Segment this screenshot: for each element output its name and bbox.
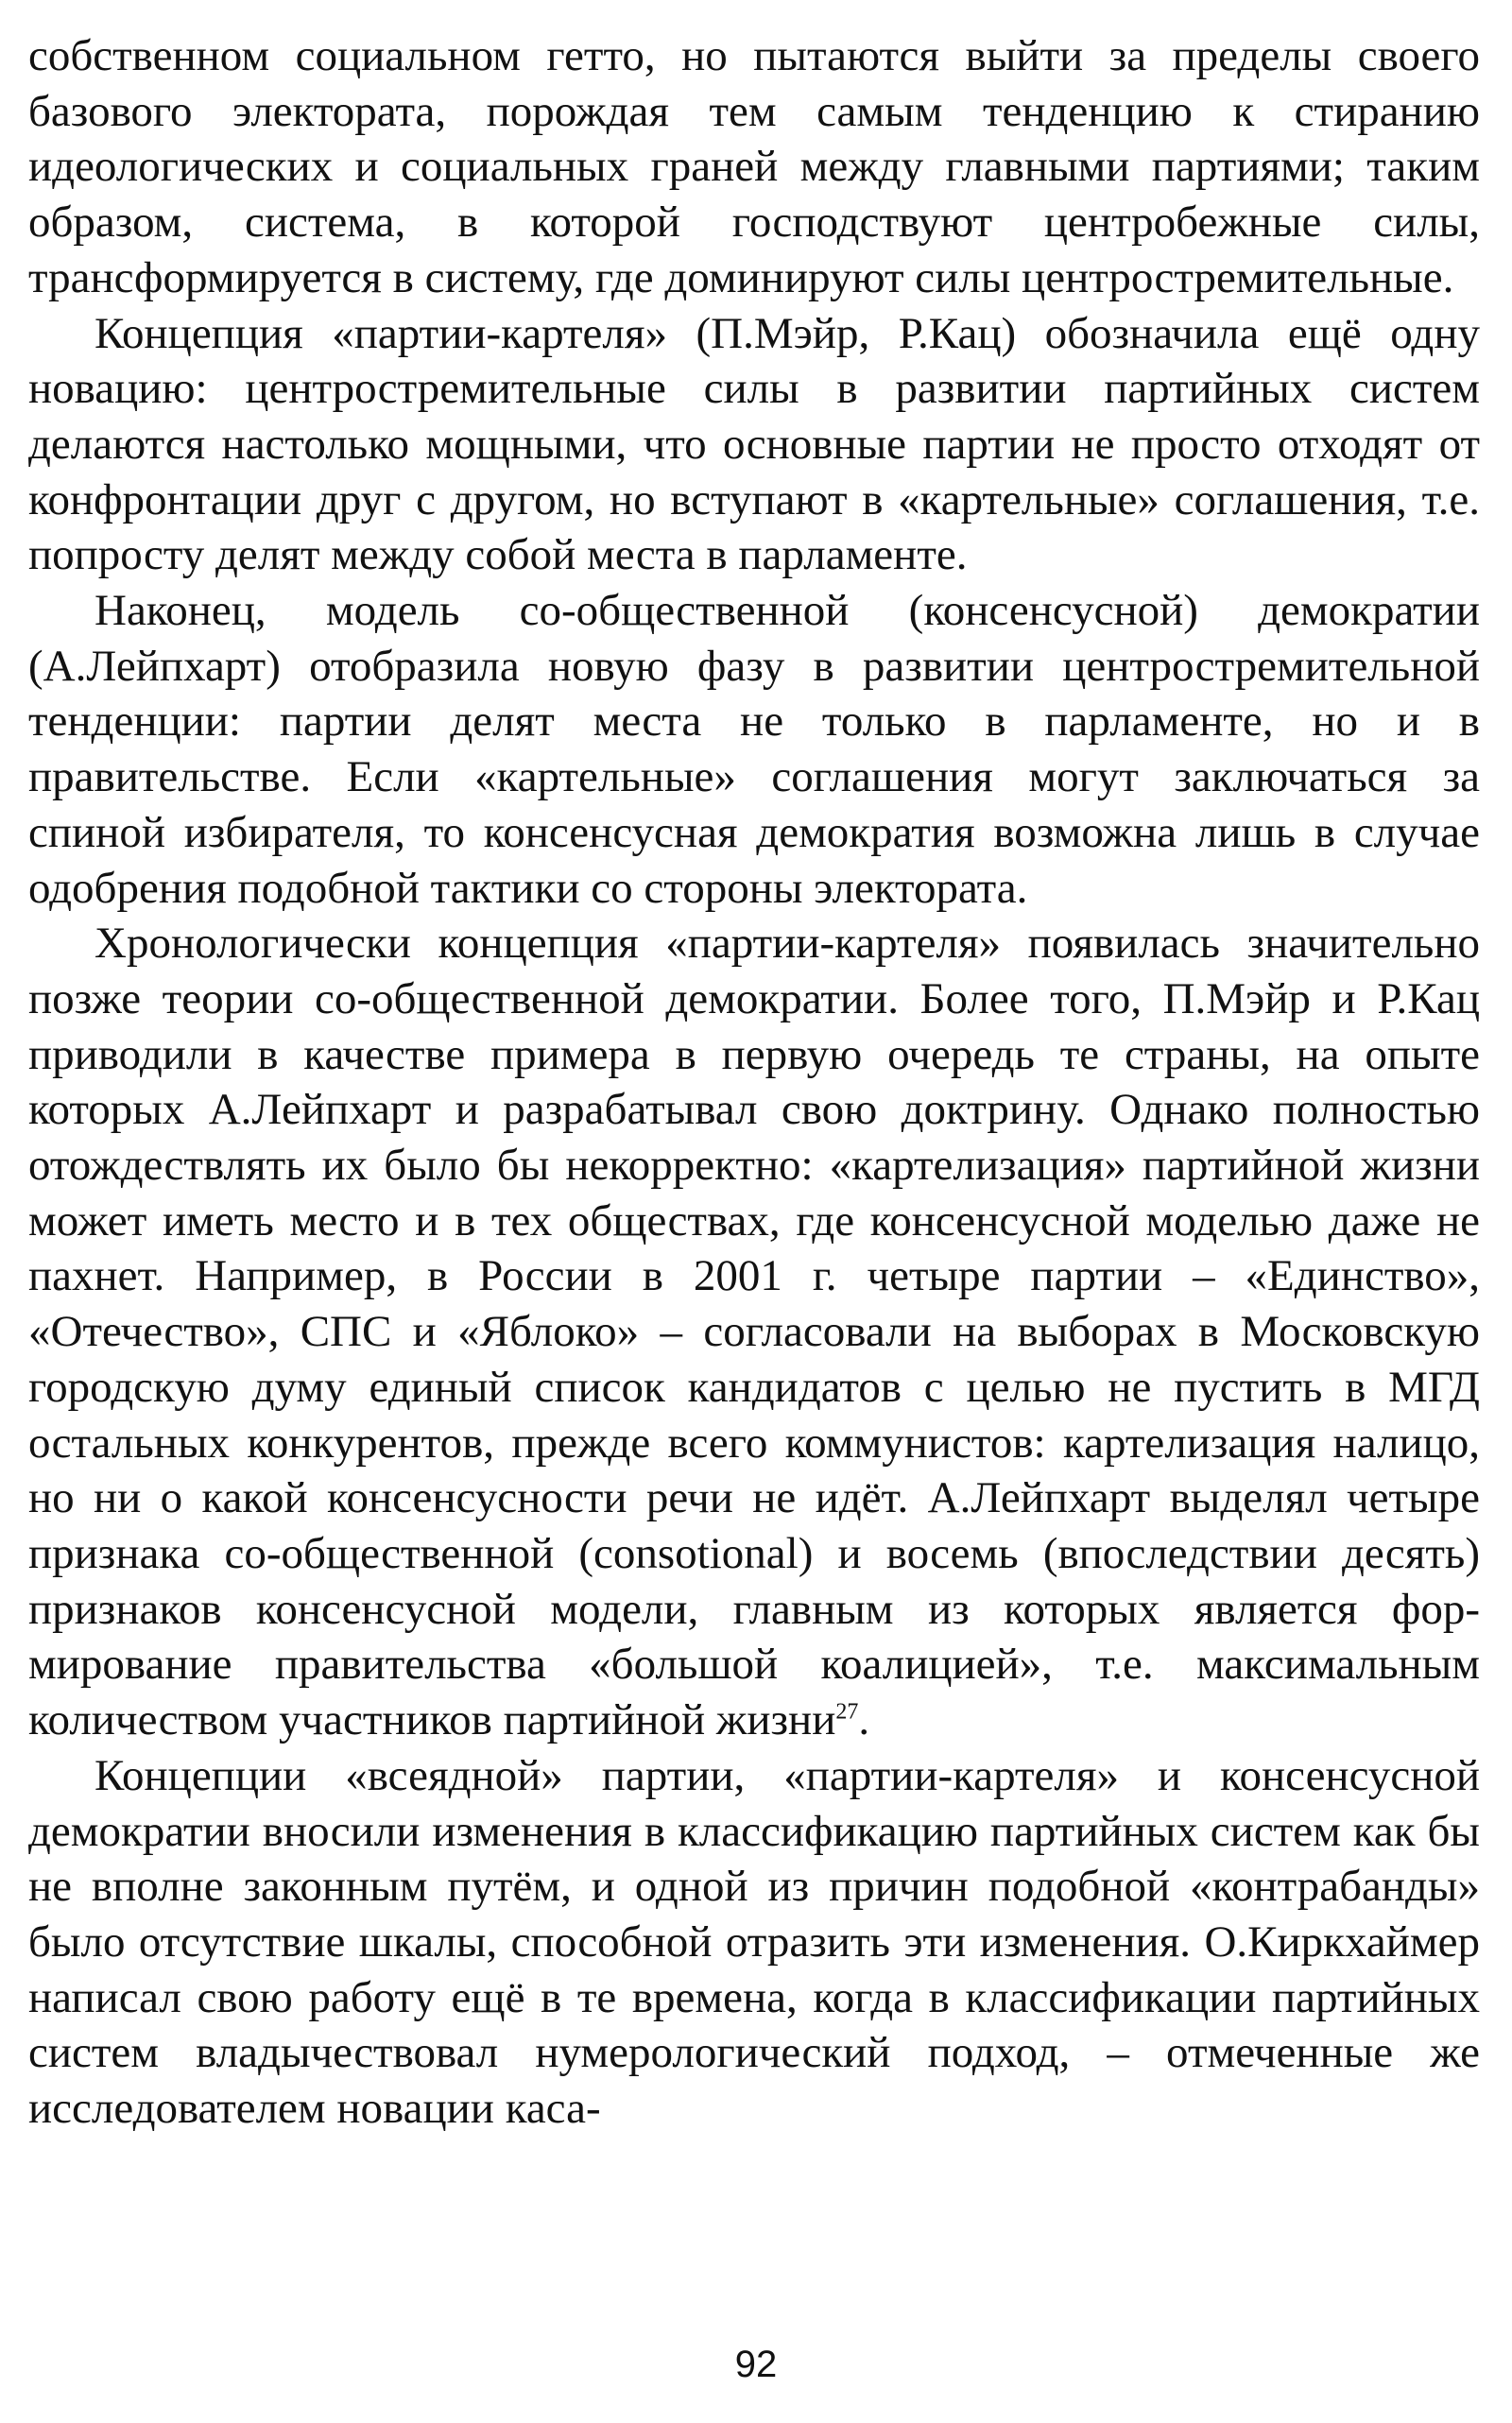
page-number: 92 bbox=[734, 2344, 778, 2385]
paragraph-consociational-democracy: Наконец, модель со-общественной (консенсусной) демократии (А.Лейпхарт) отобразила новую фазу в развитии центростремительной тенденции: партии делят места не только в парламенте, но и в правительстве. Если «картельные» соглашения могут заключаться за спиной избирателя, то консенсусная демократия возможна лишь в случае одобрения подобной тактики со стороны электората. bbox=[28, 586, 1480, 913]
paragraph-chronology-text: Хронологически концепция «партии-картеля» появилась значительно позже теории со-общественной демократии. Более того, П.Мэйр и Р.Кац приводили в качестве примера в первую очередь те страны, на опыте которых А.Лейпхарт и разрабатывал свою доктрину. Однако полностью отождествлять их было бы некорректно: «картелизация» партийной жизни может иметь место и в тех обществах, где консенсусной моделью даже не пахнет. Например, в России в 2001 г. четыре партии – «Единство», «Отечество», СПС и «Яблоко» – согласовали на выборах в Московскую городскую думу единый список кандидатов с целью не пустить в МГД остальных конкурентов, прежде всего коммунистов: картелизация налицо, но ни о какой консенсусности речи не идёт. А.Лейпхарт выделял четыре признака со-общественной (consotional) и восемь (впоследствии десять) признаков консенсусной модели, главным из которых является формирование правительства «большой коалицией», т.е. максимальным количеством участников партийной жизни bbox=[28, 919, 1480, 1745]
paragraph-chronology-tail: . bbox=[858, 1695, 870, 1745]
paragraph-catch-all-party: Концепции «всеядной» партии, «партии-картеля» и консенсусной демократии вносили изменения в классификацию партийных систем как бы не вполне законным путём, и одной из причин подобной «контрабанды» было отсутствие шкалы, способной отразить эти изменения. О.Киркхаймер написал свою работу ещё в те времена, когда в классификации партийных систем владычествовал нумерологический подход, – отмеченные же исследователем новации каса- bbox=[28, 1750, 1480, 2134]
paragraph-cartel-party: Концепция «партии-картеля» (П.Мэйр, Р.Кац) обозначила ещё одну новацию: центростремительные силы в развитии партийных систем делаются настолько мощными, что основные партии не просто отходят от конфронтации друг с другом, но вступают в «картельные» соглашения, т.е. попросту делят между собой места в парламенте. bbox=[28, 308, 1480, 580]
paragraph-chronology bbox=[28, 916, 1480, 1748]
footnote-marker: 27 bbox=[835, 1699, 859, 1725]
page-text bbox=[28, 28, 1480, 2137]
paragraph-continuation: собственном социальном гетто, но пытаются выйти за пределы своего базового электората, порождая тем самым тенденцию к стиранию идеологических и социальных граней между главными партиями; таким образом, система, в которой господствуют центробежные силы, трансформируется в систему, где доминируют силы центростремительные. bbox=[28, 31, 1480, 302]
